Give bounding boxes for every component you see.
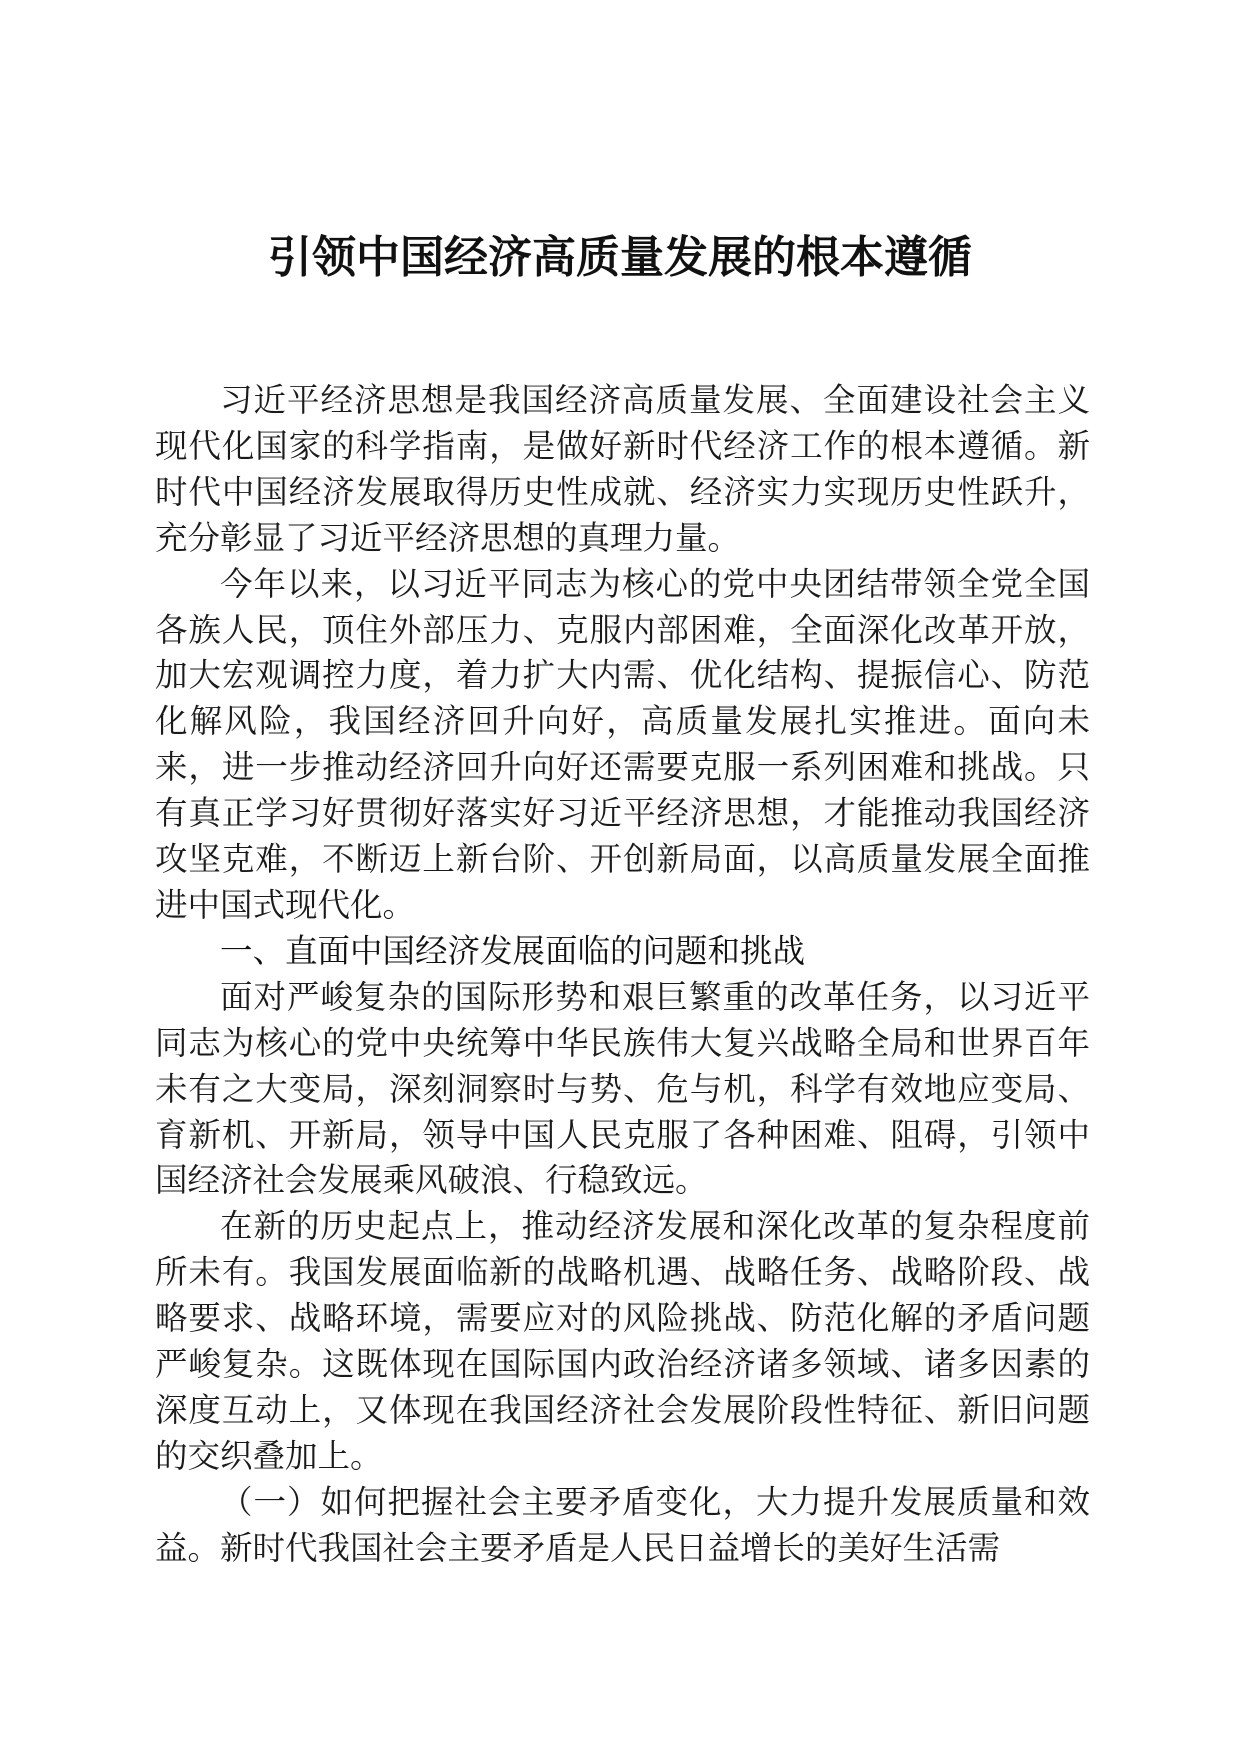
paragraph: 面对严峻复杂的国际形势和艰巨繁重的改革任务，以习近平同志为核心的党中央统筹中华民族伟大复兴战略全局和世界百年未有之大变局，深刻洞察时与势、危与机，科学有效地应变局、育新机、开新局，领导中国人民克服了各种困难、阻碍，引领中国经济社会发展乘风破浪、行稳致远。 <box>155 977 1090 1200</box>
paragraph: 今年以来，以习近平同志为核心的党中央团结带领全党全国各族人民，顶住外部压力、克服内部困难，全面深化改革开放，加大宏观调控力度，着力扩大内需、优化结构、提振信心、防范化解风险，我国经济回升向好，高质量发展扎实推进。面向未来，进一步推动经济回升向好还需要克服一系列困难和挑战。只有真正学习好贯彻好落实好习近平经济思想，才能推动我国经济攻坚克难，不断迈上新台阶、开创新局面，以高质量发展全面推进中国式现代化。 <box>155 564 1090 924</box>
paragraph: 习近平经济思想是我国经济高质量发展、全面建设社会主义现代化国家的科学指南，是做好新时代经济工作的根本遵循。新时代中国经济发展取得历史性成就、经济实力实现历史性跃升，充分彰显了习近平经济思想的真理力量。 <box>155 381 1090 557</box>
document-title: 引领中国经济高质量发展的根本遵循 <box>268 232 972 283</box>
section-heading: 一、直面中国经济发展面临的问题和挑战 <box>220 931 806 970</box>
paragraph: 在新的历史起点上，推动经济发展和深化改革的复杂程度前所未有。我国发展面临新的战略机遇、战略任务、战略阶段、战略要求、战略环境，需要应对的风险挑战、防范化解的矛盾问题严峻复杂。这既体现在国际国内政治经济诸多领域、诸多因素的深度互动上，又体现在我国经济社会发展阶段性特征、新旧问题的交织叠加上。 <box>155 1207 1090 1475</box>
paragraph: （一）如何把握社会主要矛盾变化，大力提升发展质量和效益。新时代我国社会主要矛盾是人民日益增长的美好生活需 <box>155 1482 1090 1567</box>
document-body <box>155 378 1090 1572</box>
